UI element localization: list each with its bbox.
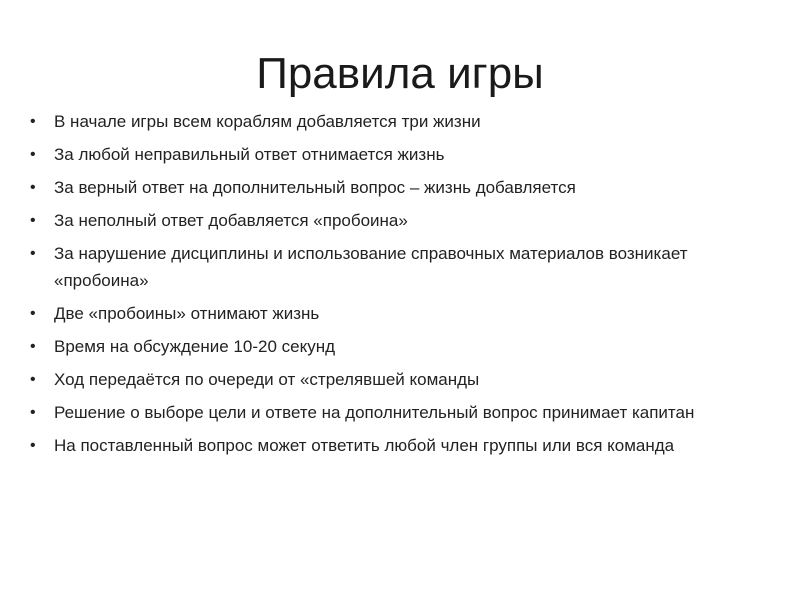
bullet-icon: • <box>30 371 36 388</box>
list-item <box>30 240 770 294</box>
list-item-text: Две «пробоины» отнимают жизнь <box>54 304 320 323</box>
list-item-text: За верный ответ на дополнительный вопрос – жизнь добавляется <box>54 178 576 197</box>
bullet-icon: • <box>30 338 36 355</box>
list-item-text: За любой неправильный ответ отнимается жизнь <box>54 145 445 164</box>
bullet-icon: • <box>30 113 36 130</box>
list-item <box>30 108 770 135</box>
bullet-icon: • <box>30 437 36 454</box>
list-item-text: На поставленный вопрос может ответить любой член группы или вся команда <box>54 436 675 455</box>
list-item-text: В начале игры всем кораблям добавляется три жизни <box>54 112 481 131</box>
list-item <box>30 141 770 168</box>
list-item <box>30 432 770 459</box>
list-item <box>30 333 770 360</box>
bullet-icon: • <box>30 245 36 262</box>
list-item-text: Решение о выборе цели и ответе на дополнительный вопрос принимает капитан <box>54 403 695 422</box>
list-item <box>30 174 770 201</box>
list-item-text: Время на обсуждение 10-20 секунд <box>54 337 336 356</box>
list-item <box>30 207 770 234</box>
bullet-icon: • <box>30 179 36 196</box>
list-item <box>30 399 770 426</box>
bullet-icon: • <box>30 146 36 163</box>
slide-title: Правила игры <box>256 49 544 98</box>
list-item <box>30 300 770 327</box>
bullet-icon: • <box>30 305 36 322</box>
rules-list <box>30 108 770 465</box>
list-item <box>30 366 770 393</box>
list-item-text: За нарушение дисциплины и использование справочных материалов возникает «пробоина» <box>54 244 688 290</box>
list-item-text: За неполный ответ добавляется «пробоина» <box>54 211 408 230</box>
bullet-icon: • <box>30 404 36 421</box>
list-item-text: Ход передаётся по очереди от «стрелявшей команды <box>54 370 480 389</box>
bullet-icon: • <box>30 212 36 229</box>
